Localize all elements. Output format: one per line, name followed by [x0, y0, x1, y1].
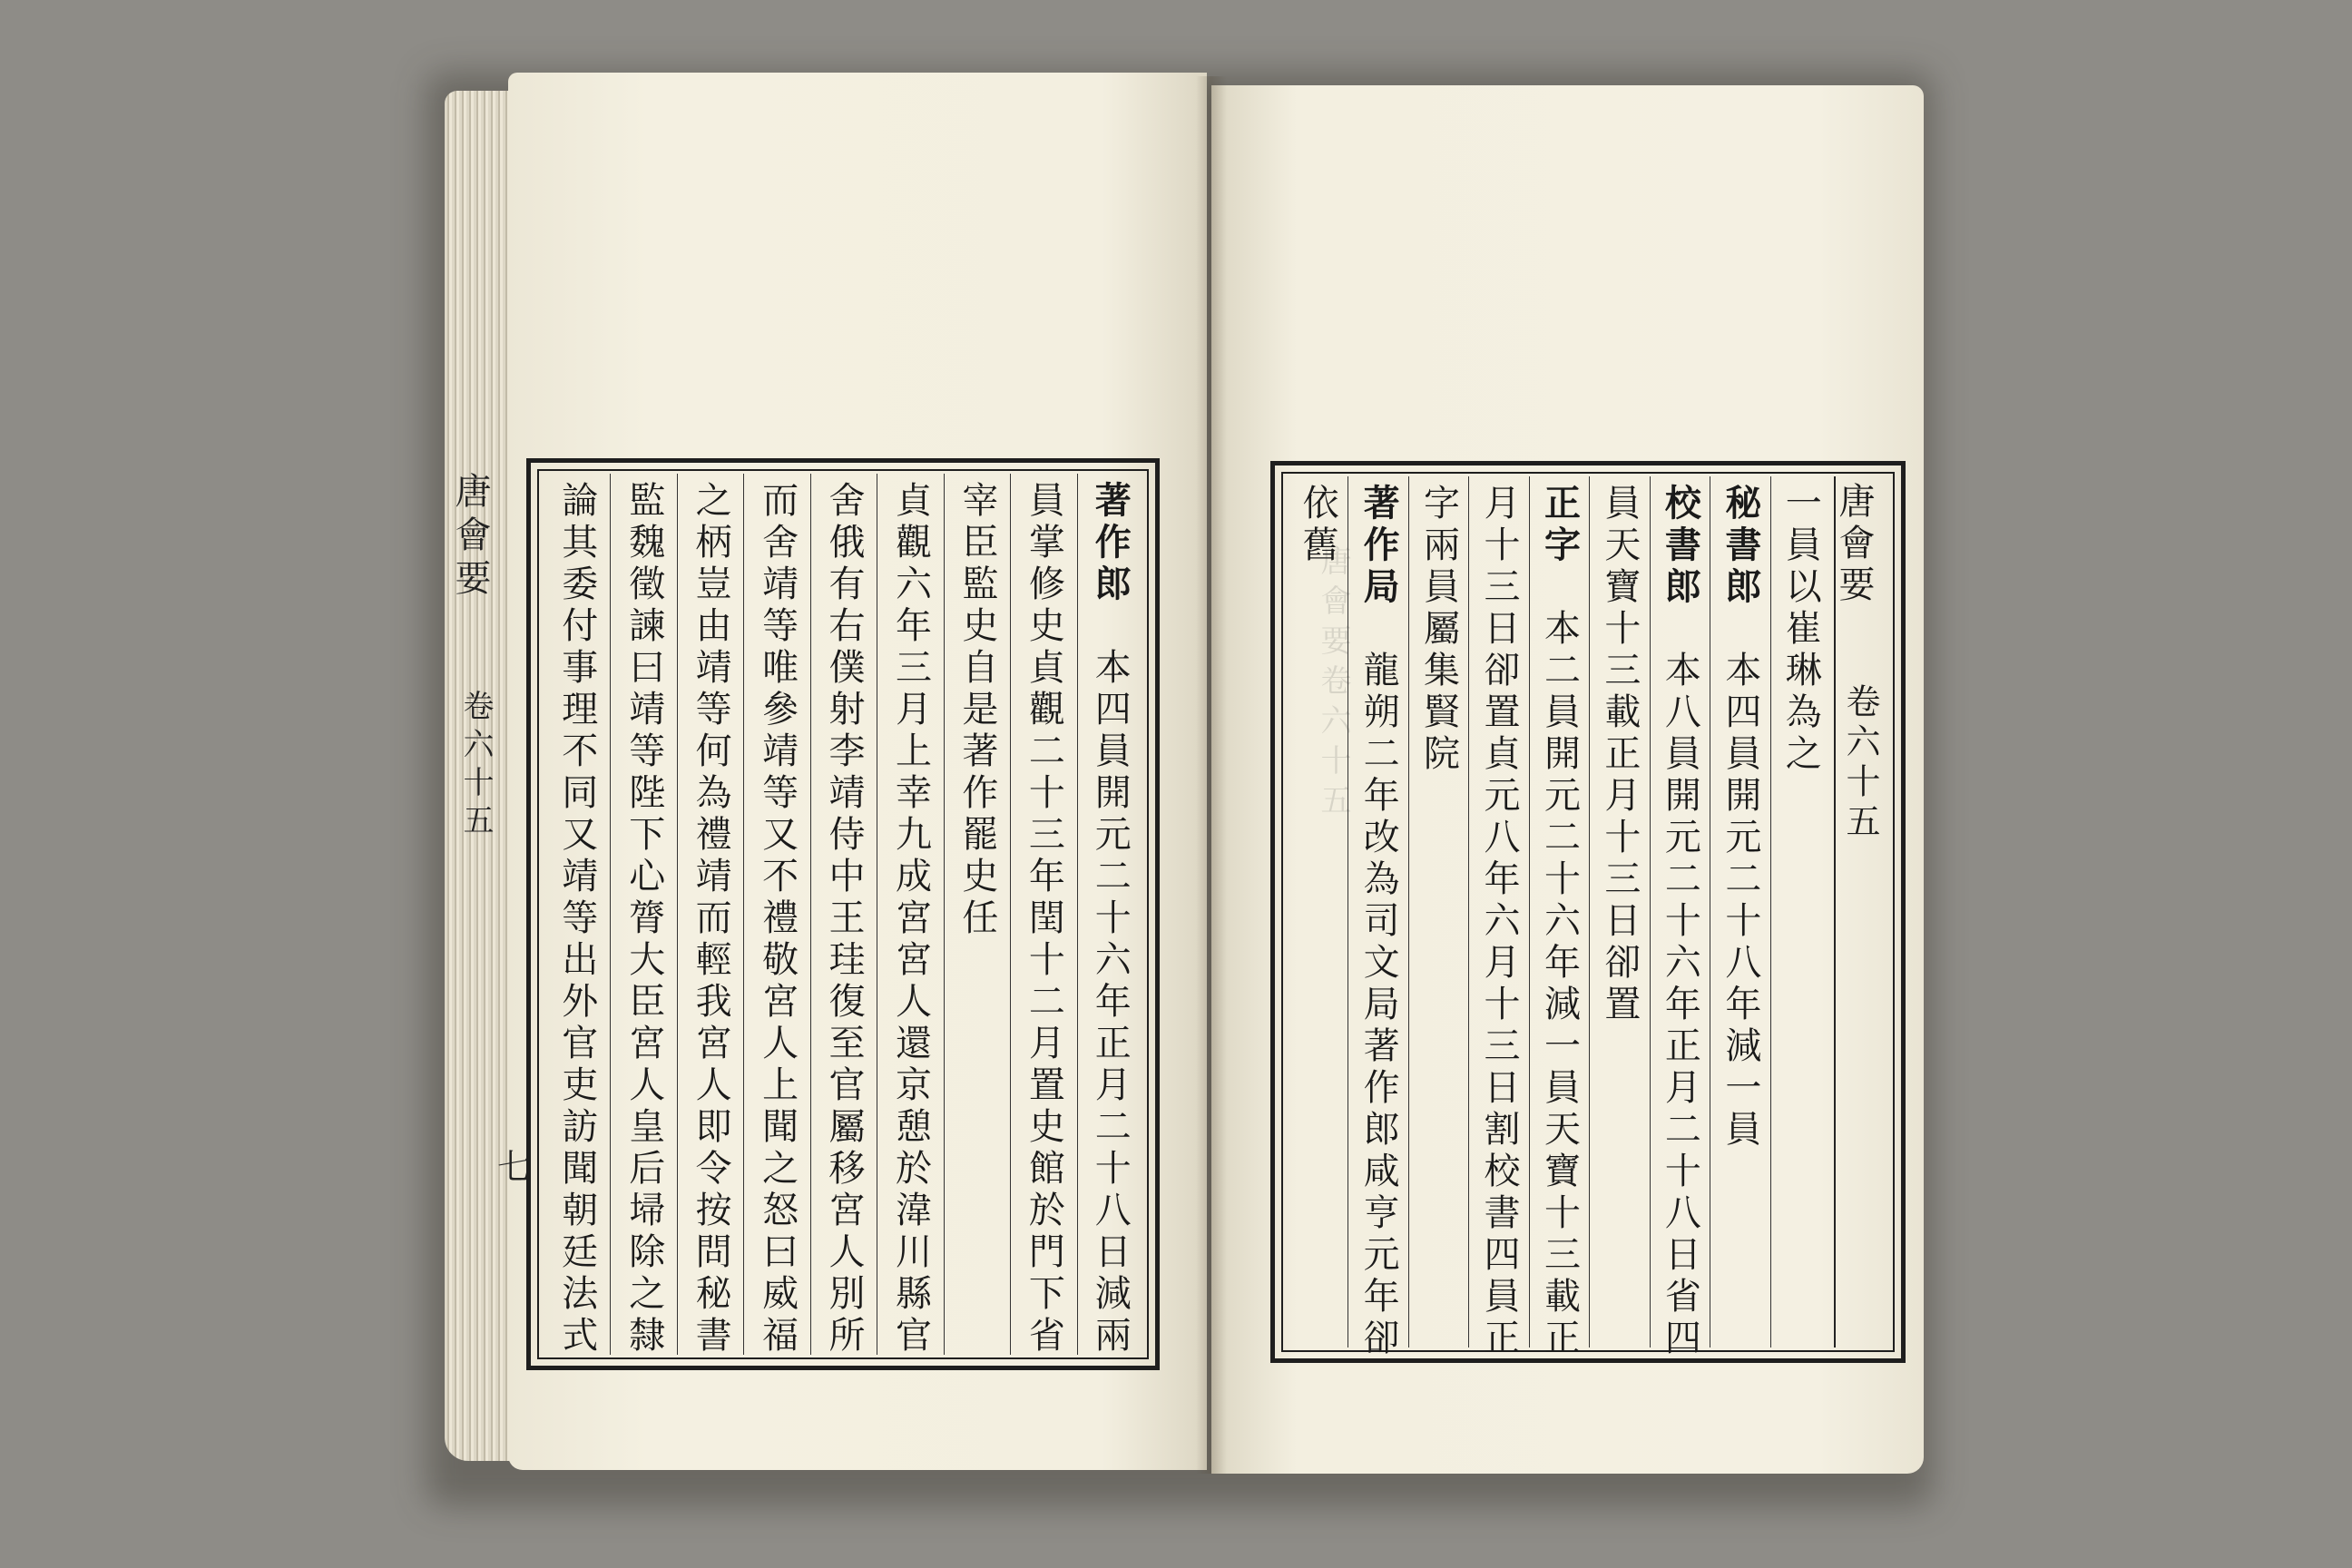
right-column-4 — [1589, 476, 1649, 1348]
column-heading: 著作郎 — [1089, 481, 1132, 606]
column-text: 本四員開元二十六年正月二十八日減兩 — [1089, 648, 1132, 1357]
column-text: 宰臣監史自是著作罷史任 — [956, 481, 998, 940]
bleed-through-text: 唐會要卷六十五 — [1315, 544, 1351, 824]
left-column-9 — [544, 474, 610, 1355]
left-column-2 — [1010, 474, 1076, 1355]
column-text: 員天寶十三載正月十三日卻置 — [1598, 484, 1641, 1026]
left-column-5 — [810, 474, 877, 1355]
column-text: 而舍靖等唯參靖等又不禮敬宮人上聞之怒曰威福 — [756, 481, 799, 1357]
column-text: 字兩員屬集賢院 — [1417, 484, 1460, 776]
left-margin-volume: 卷六十五 — [457, 690, 494, 842]
left-margin-title: 唐會要 — [449, 472, 491, 603]
column-heading: 校書郎 — [1659, 484, 1702, 609]
left-page-number: 七 — [497, 1147, 533, 1187]
column-heading: 正字 — [1538, 484, 1582, 567]
left-column-6 — [743, 474, 809, 1355]
column-text: 月十三日卻置貞元八年六月十三日割校書四員正 — [1478, 484, 1520, 1360]
column-text: 員掌修史貞觀二十三年閏十二月置史館於門下省 — [1023, 481, 1065, 1357]
left-column-7 — [677, 474, 743, 1355]
column-text: 本二員開元二十六年減一員天寶十三載正 — [1538, 609, 1581, 1360]
column-heading: 秘書郎 — [1719, 484, 1762, 609]
column-text: 依舊 — [1297, 484, 1339, 567]
left-column-8 — [610, 474, 676, 1355]
right-column-8 — [1348, 476, 1407, 1360]
column-text: 貞觀六年三月上幸九成宮宮人還京憩於湋川縣官 — [889, 481, 932, 1357]
column-text: 監魏徵諫曰靖等陛下心膂大臣宮人皇后埽除之隸 — [622, 481, 665, 1357]
right-column-5 — [1529, 476, 1589, 1360]
right-column-6 — [1468, 476, 1528, 1360]
column-text: 龍朔二年改為司文局著作郎咸亨元年卻 — [1357, 651, 1400, 1360]
left-column-3 — [944, 474, 1010, 1355]
right-column-1 — [1770, 476, 1830, 1348]
column-text: 一員以崔琳為之 — [1779, 484, 1822, 776]
column-text: 舍俄有右僕射李靖侍中王珪復至官屬移宮人別所 — [823, 481, 866, 1357]
column-text: 之柄豈由靖等何為禮靖而輕我宮人即令按問秘書 — [690, 481, 732, 1357]
right-column-7 — [1408, 476, 1468, 1348]
right-margin-volume: 卷六十五 — [1840, 683, 1880, 843]
right-column-2 — [1710, 476, 1769, 1348]
left-text-frame — [526, 458, 1160, 1370]
right-margin-strip — [1834, 476, 1888, 1348]
left-column-1 — [1077, 474, 1142, 1355]
column-text: 本八員開元二十六年正月二十八日省四 — [1659, 651, 1701, 1360]
column-text: 本四員開元二十八年減一員 — [1719, 651, 1761, 1152]
right-text-frame — [1270, 461, 1906, 1363]
left-column-4 — [877, 474, 943, 1355]
right-column-3 — [1650, 476, 1710, 1360]
book-gutter — [1196, 76, 1227, 1474]
column-text: 論其委付事理不同又靖等出外官吏訪聞朝廷法式 — [555, 481, 598, 1357]
column-heading: 著作局 — [1357, 484, 1401, 609]
right-column-9 — [1288, 476, 1348, 1348]
right-margin-title: 唐會要 — [1833, 482, 1875, 607]
